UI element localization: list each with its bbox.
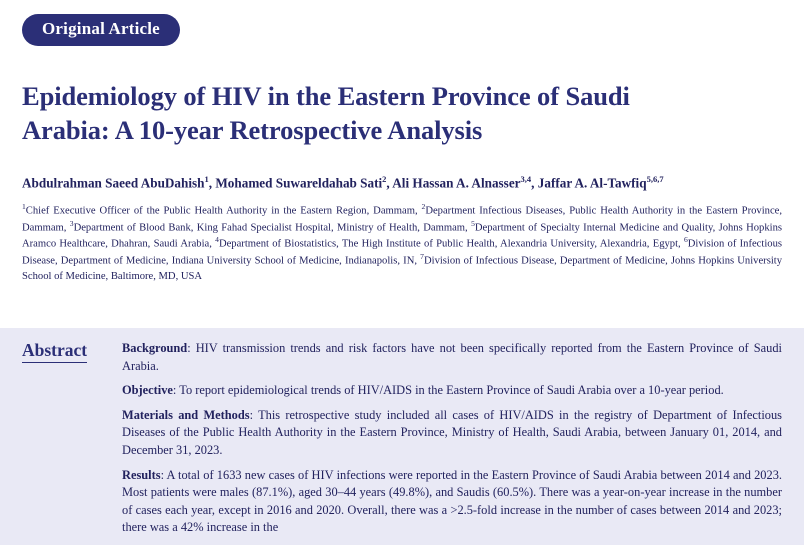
abstract-paragraph-text: : This retrospective study included all cases of HIV/AIDS in the registry of Department of Infectious Diseases of the Public Health Authority in the Eastern Province, Ministry of Health, Saudi Arabia, between January 01, 2014, and December 31, 2023. <box>122 407 782 458</box>
abstract-paragraph <box>122 340 782 375</box>
abstract-paragraph-heading: Materials and Methods <box>122 407 250 422</box>
author-list: Abdulrahman Saeed AbuDahish$^1$, Mohamed Suwareldahab Sati$^2$, Ali Hassan A. Alnasser$^{3,4}$, Jaffar A. Al-Tawfiq$^{5,6,7}$ <box>22 173 664 191</box>
abstract-paragraph-text: : HIV transmission trends and risk factors have not been specifically reported from the Eastern Province of Saudi Arabia. <box>122 341 782 373</box>
abstract-body <box>118 328 804 545</box>
abstract-label-column <box>0 328 118 545</box>
abstract-paragraph <box>122 382 782 400</box>
page-title: Epidemiology of HIV in the Eastern Province of Saudi Arabia: A 10-year Retrospective Analysis <box>22 81 630 145</box>
abstract-section <box>0 328 804 545</box>
badge-row <box>0 0 804 46</box>
abstract-paragraph-text: : To report epidemiological trends of HIV/AIDS in the Eastern Province of Saudi Arabia over a 10-year period. <box>172 383 724 398</box>
abstract-heading: Abstract <box>22 340 87 363</box>
affiliations: $^1$Chief Executive Officer of the Public Health Authority in the Eastern Region, Dammam, $^2$Department Infectious Diseases, Public Health Authority in the Eastern Province, Dammam, $^3$Department of Blood Bank, King Fahad Specialist Hospital, Ministry of Health, Dammam, $^5$Department of Specialty Internal Medicine and Quality, Johns Hopkins Aramco Healthcare, Dhahran, Saudi Arabia, $^4$Department of Biostatistics, The High Institute of Public Health, Alexandria University, Alexandria, Egypt, $^6$Division of Infectious Disease, Department of Medicine, Indiana University School of Medicine, Indianapolis, IN, $^7$Division of Infectious Disease, Department of Medicine, Johns Hopkins University School of Medicine, Baltimore, MD, USA <box>22 202 782 282</box>
abstract-paragraph-text: : A total of 1633 new cases of HIV infections were reported in the Eastern Province of Saudi Arabia between 2014 and 2023. Most patients were males (87.1%), aged 30–44 years (49.8%), and Saudis (60.5%). There was a year-on-year increase in the number of cases each year, except in 2016 and 2020. Overall, there was a >2.5-fold increase in the number of cases between 2014 and 2023; there was a 42% increase in the <box>122 467 782 535</box>
abstract-paragraph-heading: Results <box>122 467 161 482</box>
abstract-paragraph <box>122 467 782 537</box>
abstract-paragraph-heading: Background <box>122 341 188 355</box>
article-type-badge: Original Article <box>22 14 180 46</box>
abstract-paragraph <box>122 407 782 460</box>
abstract-paragraph-heading: Objective <box>122 383 173 398</box>
